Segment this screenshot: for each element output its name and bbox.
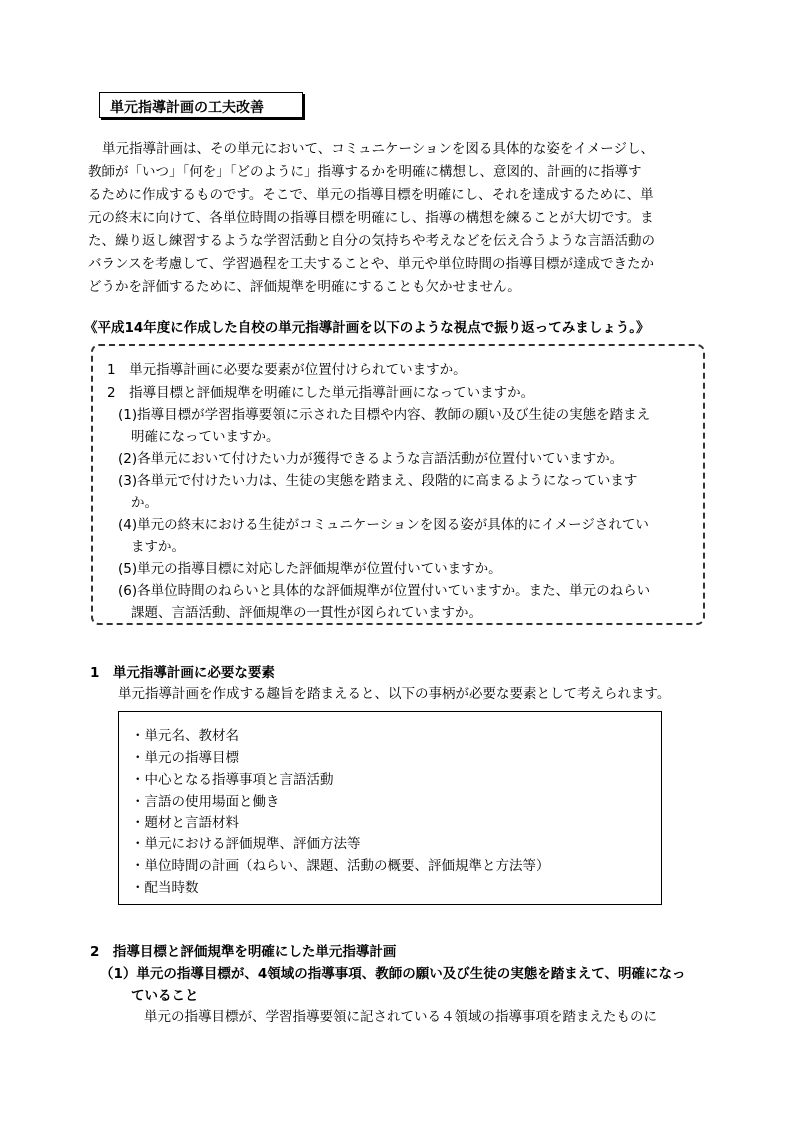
element-item: ・単元における評価規準、評価方法等: [131, 836, 361, 852]
intro-line: どうかを評価するために、評価規準を明確にすることも欠かせません。: [88, 279, 521, 295]
section2-subheading-cont: ていること: [131, 988, 199, 1004]
intro-line: 教師が「いつ」「何を」「どのように」指導するかを明確に構想し、意図的、計画的に指導す: [88, 164, 642, 180]
checklist-item: (1)指導目標が学習指導要領に示された目標や内容、教師の願い及び生徒の実態を踏まえ: [118, 407, 651, 423]
title-box: [99, 92, 303, 118]
required-elements-box: [118, 711, 662, 905]
intro-line: 単元指導計画は、その単元において、コミュニケーションを図る具体的な姿をイメージし、: [102, 141, 655, 157]
section2-heading: 2 指導目標と評価規準を明確にした単元指導計画: [90, 944, 397, 960]
checklist-item: (6)各単位時間のねらいと具体的な評価規準が位置付いていますか。また、単元のねらい: [118, 583, 651, 599]
checklist-item: (3)各単元で付けたい力は、生徒の実態を踏まえ、段階的に高まるようになっています: [118, 473, 638, 489]
intro-line: るために作成するものです。そこで、単元の指導目標を明確にし、それを達成するために、単: [88, 187, 654, 203]
checklist-item: ますか。: [131, 539, 185, 555]
intro-line: バランスを考慮して、学習過程を工夫することや、単元や単位時間の指導目標が達成できたか: [88, 256, 655, 272]
section2-subheading: （1）単元の指導目標が、4領域の指導事項、教師の願い及び生徒の実態を踏まえて、明確になっ: [100, 966, 686, 982]
checklist-item: (5)単元の指導目標に対応した評価規準が位置付いていますか。: [118, 561, 502, 577]
page-title: 単元指導計画の工夫改善: [110, 100, 264, 116]
checklist-item: 明確になっていますか。: [131, 429, 280, 445]
element-item: ・言語の使用場面と働き: [131, 794, 280, 810]
intro-line: 元の終末に向けて、各単位時間の指導目標を明確にし、指導の構想を練ることが大切です。ま: [88, 210, 654, 226]
review-checklist: [91, 344, 705, 625]
element-item: ・中心となる指導事項と言語活動: [131, 772, 334, 788]
intro-line: た、繰り返し練習するような学習活動と自分の気持ちや考えなどを伝え合うような言語活動の: [88, 233, 655, 249]
checklist-item: (4)単元の終末における生徒がコミュニケーションを図る姿が具体的にイメージされてい: [118, 517, 649, 533]
checklist-item: (2)各単元において付けたい力が獲得できるような言語活動が位置付いていますか。: [118, 451, 624, 467]
element-item: ・単元の指導目標: [131, 750, 239, 766]
checklist-item: 課題、言語活動、評価規準の一貫性が図られていますか。: [131, 605, 482, 621]
checklist-item: か。: [131, 495, 158, 511]
section2-text: 単元の指導目標が、学習指導要領に記されている４領域の指導事項を踏まえたものに: [144, 1009, 657, 1025]
checklist-item: 1 単元指導計画に必要な要素が位置付けられていますか。: [107, 362, 467, 378]
checklist-item: 2 指導目標と評価規準を明確にした単元指導計画になっていますか。: [107, 385, 535, 401]
element-item: ・題材と言語材料: [131, 815, 239, 831]
review-heading: 《平成14年度に作成した自校の単元指導計画を以下のような視点で振り返ってみましょう。》: [84, 320, 650, 336]
element-item: ・配当時数: [131, 880, 199, 896]
section1-heading: 1 単元指導計画に必要な要素: [90, 665, 275, 681]
section1-text: 単元指導計画を作成する趣旨を踏まえると、以下の事柄が必要な要素として考えられます。: [118, 686, 671, 702]
element-item: ・単位時間の計画（ねらい、課題、活動の概要、評価規準と方法等）: [131, 858, 550, 874]
element-item: ・単元名、教材名: [131, 728, 239, 744]
